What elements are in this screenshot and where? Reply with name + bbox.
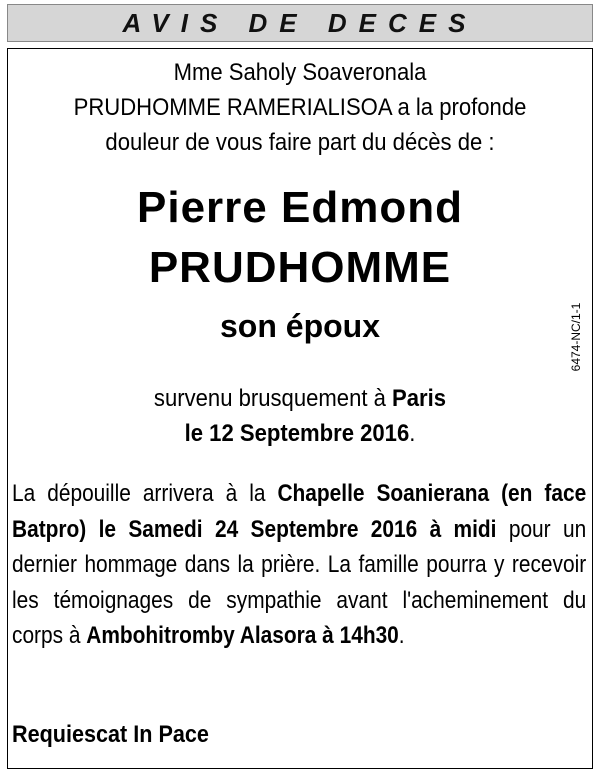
circumstances-line-1 — [30, 381, 569, 416]
death-date: le 12 Septembre 2016 — [184, 420, 410, 447]
reference-code: 6474-NC/1-1 — [569, 302, 583, 372]
chapel-date-time: Chapelle Soanierana (en face Batpro) le Samedi 24 Septembre 2016 à midi — [12, 480, 587, 543]
notice-title: AVIS DE DECES — [122, 7, 478, 38]
deceased-surname: PRUDHOMME — [148, 243, 452, 292]
intro-line-2: PRUDHOMME RAMERIALISOA a la profonde — [73, 94, 527, 121]
intro-line-1: Mme Saholy Soaveronala — [173, 59, 427, 86]
relation-label: son époux — [219, 308, 380, 344]
header-banner — [7, 4, 593, 42]
burial-place-time: Ambohitromby Alasora à 14h30 — [86, 622, 399, 649]
death-place: Paris — [392, 385, 447, 412]
circumstances-suffix: . — [409, 420, 416, 447]
circumstances-prefix: survenu brusquement à — [153, 385, 393, 412]
death-circumstances — [30, 381, 569, 451]
closing-phrase: Requiescat In Pace — [12, 721, 209, 748]
circumstances-line-2 — [30, 416, 569, 451]
deceased-given-names: Pierre Edmond — [137, 183, 463, 232]
details-text-2: pour un dernier hommage dans la prière. La famille pourra y recevoir les témoignages de sympathie avant l'acheminement du corps à — [12, 515, 587, 649]
announcement-intro — [30, 55, 569, 160]
intro-line-3: douleur de vous faire part du décès de : — [105, 129, 495, 156]
funeral-details-paragraph — [12, 476, 586, 654]
details-text-3: . — [398, 622, 405, 649]
details-text-1: La dépouille arrivera à la — [12, 480, 278, 507]
deceased-name — [7, 178, 593, 298]
